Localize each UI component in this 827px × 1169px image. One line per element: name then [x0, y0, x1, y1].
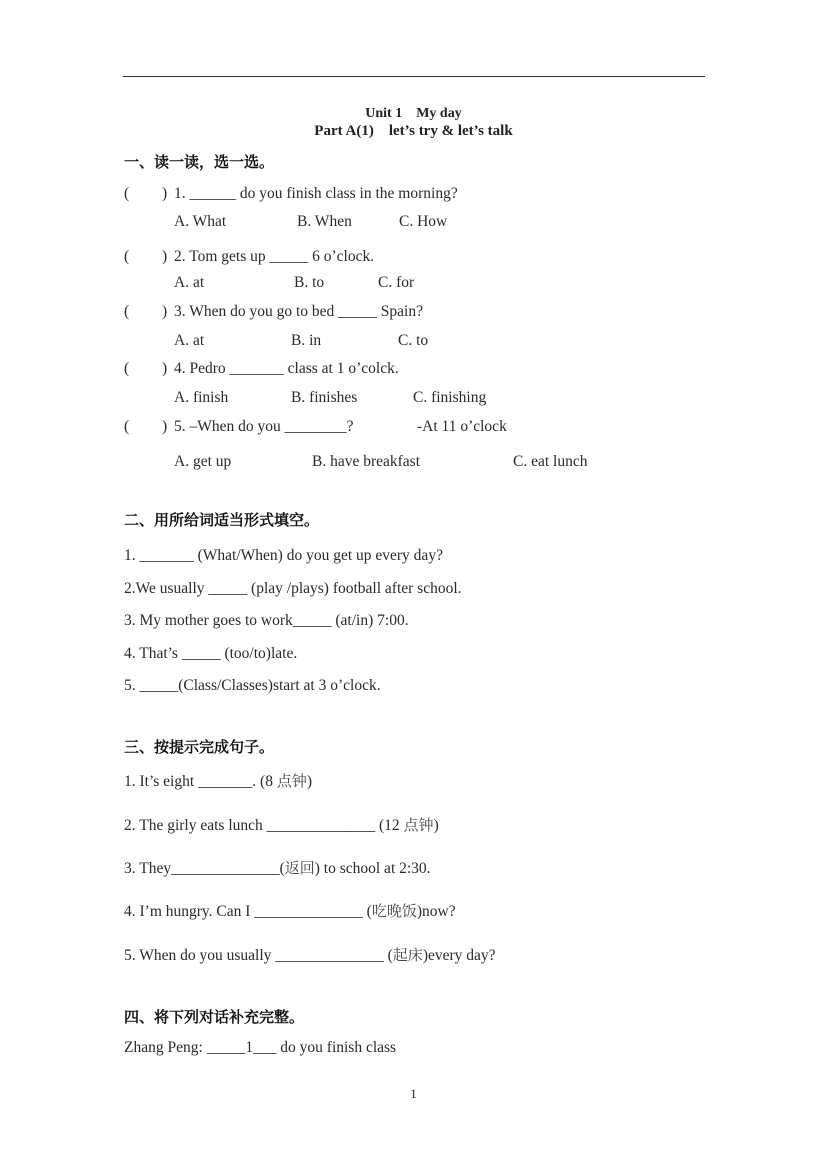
- answer-paren-close: ): [162, 418, 168, 435]
- sentence-text: 1. It’s eight _______. (8: [124, 773, 277, 790]
- q4-option-a: A. finish: [174, 389, 229, 406]
- fill-item-2: 2.We usually _____ (play /plays) football after school.: [124, 580, 462, 597]
- part-title: [0, 123, 827, 140]
- answer-paren-open: (: [124, 303, 130, 320]
- sentence-text: 4. I’m hungry. Can I ______________ (: [124, 903, 372, 920]
- q3-option-b: B. in: [291, 332, 322, 349]
- question-1: 1. ______ do you finish class in the morning?: [174, 185, 458, 202]
- sentence-text: )now?: [416, 903, 456, 920]
- question-5-answer: -At 11 o’clock: [417, 418, 507, 435]
- sentence-item-5: [124, 944, 496, 965]
- sentence-item-4: [124, 900, 456, 921]
- sentence-text: ): [306, 773, 313, 790]
- section3-heading: 三、按提示完成句子。: [124, 738, 275, 756]
- q3-option-c: C. to: [398, 332, 429, 349]
- answer-paren-open: (: [124, 360, 130, 377]
- q2-option-a: A. at: [174, 274, 205, 291]
- q2-option-c: C. for: [378, 274, 415, 291]
- sentence-item-2: [124, 814, 439, 835]
- chinese-hint: 吃晚饭: [371, 902, 417, 920]
- answer-paren-close: ): [162, 360, 168, 377]
- sentence-item-3: [124, 857, 431, 878]
- section1-heading: 一、读一读，选一选。: [124, 153, 275, 171]
- fill-item-4: 4. That’s _____ (too/to)late.: [124, 645, 298, 662]
- answer-paren-close: ): [162, 303, 168, 320]
- answer-paren-open: (: [124, 418, 130, 435]
- sentence-item-1: [124, 770, 312, 791]
- fill-item-1: 1. _______ (What/When) do you get up every day?: [124, 547, 443, 564]
- sentence-text: 2. The girly eats lunch ______________ (12: [124, 817, 404, 834]
- q1-option-b: B. When: [297, 213, 352, 230]
- q1-option-c: C. How: [399, 213, 448, 230]
- sentence-text: 5. When do you usually ______________ (: [124, 947, 393, 964]
- part-name: let’s try & let’s talk: [388, 123, 513, 139]
- chinese-hint: 点钟: [403, 816, 434, 834]
- q5-option-c: C. eat lunch: [513, 453, 588, 470]
- fill-item-3: 3. My mother goes to work_____ (at/in) 7:00.: [124, 612, 409, 629]
- answer-paren-close: ): [162, 185, 168, 202]
- sentence-text: )every day?: [422, 947, 496, 964]
- section4-heading: 四、将下列对话补充完整。: [124, 1008, 305, 1026]
- q2-option-b: B. to: [294, 274, 325, 291]
- unit-label: Unit 1: [365, 106, 403, 121]
- q4-option-b: B. finishes: [291, 389, 358, 406]
- answer-paren-open: (: [124, 185, 130, 202]
- sentence-text: ) to school at 2:30.: [314, 860, 431, 877]
- answer-paren-open: (: [124, 248, 130, 265]
- unit-title: [0, 106, 827, 122]
- unit-name: My day: [416, 106, 462, 121]
- q5-option-b: B. have breakfast: [312, 453, 421, 470]
- sentence-text: ): [433, 817, 439, 834]
- page-number: 1: [410, 1086, 417, 1101]
- header-rule: [123, 76, 705, 77]
- question-4: 4. Pedro _______ class at 1 o’colck.: [174, 360, 399, 377]
- part-label: Part A(1): [314, 123, 374, 139]
- dialogue-line-1: Zhang Peng: _____1___ do you finish class: [124, 1039, 397, 1056]
- sentence-text: 3. They______________(: [124, 860, 285, 877]
- chinese-hint: 点钟: [276, 772, 307, 790]
- chinese-hint: 返回: [284, 859, 315, 877]
- q3-option-a: A. at: [174, 332, 205, 349]
- section2-heading: 二、用所给词适当形式填空。: [124, 511, 320, 529]
- question-5: 5. –When do you ________?: [174, 418, 354, 435]
- chinese-hint: 起床: [392, 946, 423, 964]
- fill-item-5: 5. _____(Class/Classes)start at 3 o’clock.: [124, 677, 381, 694]
- answer-paren-close: ): [162, 248, 168, 265]
- q4-option-c: C. finishing: [413, 389, 487, 406]
- q5-option-a: A. get up: [174, 453, 232, 470]
- q1-option-a: A. What: [174, 213, 227, 230]
- question-3: 3. When do you go to bed _____ Spain?: [174, 303, 423, 320]
- question-2: 2. Tom gets up _____ 6 o’clock.: [174, 248, 375, 265]
